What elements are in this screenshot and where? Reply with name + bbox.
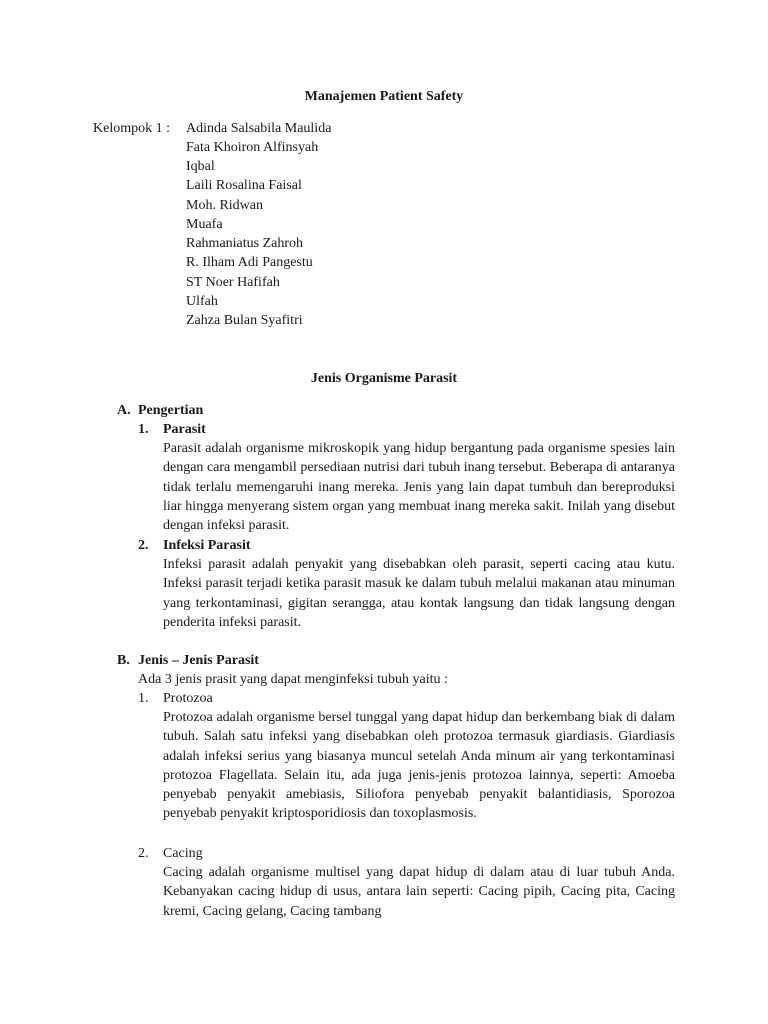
group-label: Kelompok 1 : bbox=[93, 121, 170, 136]
item-title: Infeksi Parasit bbox=[163, 538, 251, 553]
section-title: Jenis Organisme Parasit bbox=[310, 371, 458, 386]
section-b-letter: B. bbox=[117, 653, 130, 668]
section-a-heading: Pengertian bbox=[138, 403, 204, 418]
member-name: Laili Rosalina Faisal bbox=[186, 178, 302, 193]
item-title: Protozoa bbox=[163, 691, 213, 706]
member-name: R. Ilham Adi Pangestu bbox=[186, 255, 313, 270]
item-number: 2. bbox=[138, 846, 149, 861]
member-name: Fata Khoiron Alfinsyah bbox=[186, 140, 319, 155]
item-paragraph: Parasit adalah organisme mikroskopik yang hidup bergantung pada organisme spesies lain dengan cara mengambil persediaan nutrisi dari tubuh inang tersebut. Beberapa di antaranya tidak terlalu memengaruhi inang mereka. Jenis yang lain dapat tumbuh dan bereproduksi liar hingga menyerang sistem organ yang membuat inang mereka sakit. Inilah yang disebut dengan infeksi parasit. bbox=[163, 441, 675, 534]
section-b-intro: Ada 3 jenis prasit yang dapat menginfeksi tubuh yaitu : bbox=[138, 672, 448, 687]
member-name: Muafa bbox=[186, 217, 223, 232]
section-a-letter: A. bbox=[117, 403, 131, 418]
item-number: 1. bbox=[138, 691, 149, 706]
member-name: Iqbal bbox=[186, 159, 215, 174]
section-b-heading: Jenis – Jenis Parasit bbox=[138, 653, 259, 668]
member-name: Zahza Bulan Syafitri bbox=[186, 313, 303, 328]
item-paragraph: Infeksi parasit adalah penyakit yang disebabkan oleh parasit, seperti cacing atau kutu. Infeksi parasit terjadi ketika parasit masuk ke dalam tubuh melalui makanan atau minuman yang terkontaminasi, gigitan serangga, atau kontak langsung dan tidak langsung dengan penderita infeksi parasit. bbox=[163, 557, 675, 630]
member-name: ST Noer Hafifah bbox=[186, 275, 280, 290]
item-number: 2. bbox=[138, 538, 149, 553]
item-title: Cacing bbox=[163, 846, 203, 861]
member-name: Adinda Salsabila Maulida bbox=[186, 121, 332, 136]
member-name: Moh. Ridwan bbox=[186, 198, 263, 213]
member-name: Ulfah bbox=[186, 294, 218, 309]
item-number: 1. bbox=[138, 422, 149, 437]
document-title: Manajemen Patient Safety bbox=[304, 89, 464, 104]
item-paragraph: Cacing adalah organisme multisel yang dapat hidup di dalam atau di luar tubuh Anda. Kebanyakan cacing hidup di usus, antara lain seperti: Cacing pipih, Cacing pita, Cacing kremi, Cacing gelang, Cacing tambang bbox=[163, 865, 675, 919]
member-name: Rahmaniatus Zahroh bbox=[186, 236, 304, 251]
item-paragraph: Protozoa adalah organisme bersel tunggal yang dapat hidup dan berkembang biak di dalam tubuh. Salah satu infeksi yang disebabkan oleh protozoa termasuk giardiasis. Giardiasis adalah infeksi serius yang biasanya muncul setelah Anda minum air yang terkontaminasi protozoa Flagellata. Selain itu, ada juga jenis-jenis protozoa lainnya, seperti: Amoeba penyebab penyakit amebiasis, Siliofora penyebab penyakit balantidiasis, Sporozoa penyebab penyakit kriptosporidiosis dan toxoplasmosis. bbox=[163, 710, 675, 822]
item-title: Parasit bbox=[163, 422, 206, 437]
